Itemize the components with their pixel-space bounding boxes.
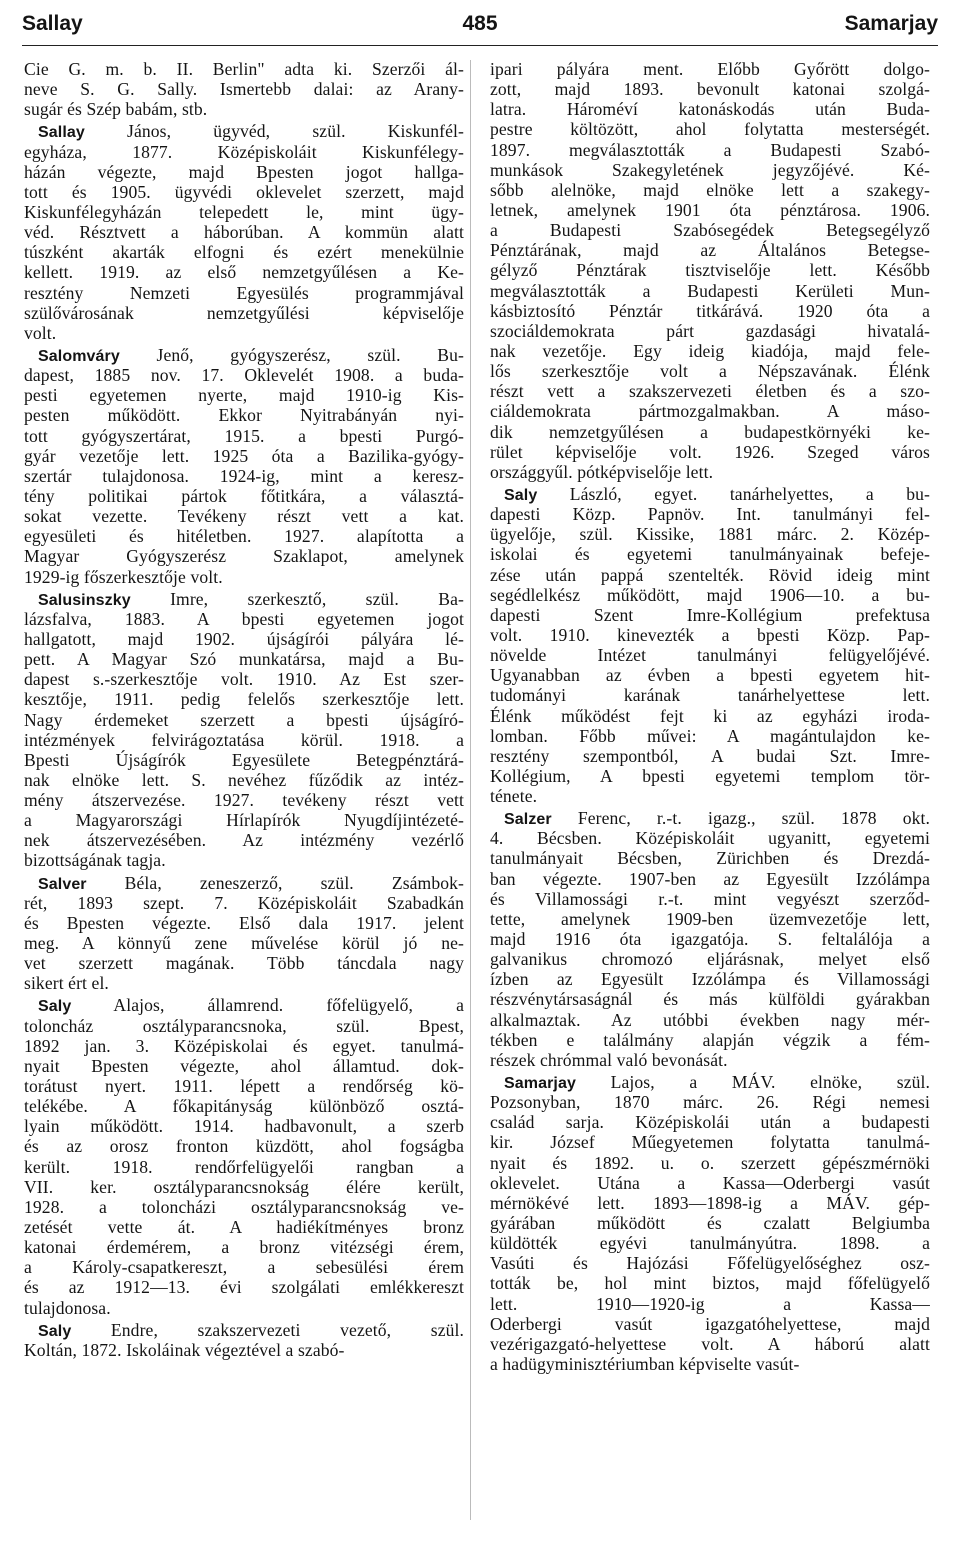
text-line: és Villamossági r.-t. mint vegyészt szerződ- <box>490 888 930 909</box>
text-line: torátust nyert. 1911. lépett a rendőrség kö- <box>24 1076 464 1097</box>
text-line: 1892 jan. 3. Középiskolai és egyet. tanulmá- <box>24 1035 464 1056</box>
text-line: intézmények felvirágoztatása körül. 1918. a <box>24 729 464 750</box>
text-line: dapesti Közp. Papnöv. Int. tanulmányi fel- <box>490 504 930 525</box>
text-line: galvanikus chromozó eljárásnak, melyet első <box>490 949 930 970</box>
text-line: Koltán, 1872. Iskoláinak végeztével a szabó- <box>24 1339 345 1360</box>
text-line: Pozsonyban, 1870 márc. 26. Régi nemesi <box>490 1092 930 1113</box>
text-line: alkalmaztak. Az utóbbi években nagy mér- <box>490 1009 930 1030</box>
text-line: Kiskunfélegyházán telepedett le, mint ügy- <box>24 201 464 222</box>
text-line: resztény Nemzeti Egyesülés programmjával <box>24 282 464 303</box>
text-line: zése után pappá szentelték. Rövid ideig mint <box>490 564 930 585</box>
text-line: és az 1912—13. évi szolgálati emlékkereszt <box>24 1277 464 1298</box>
entry <box>24 873 464 994</box>
text-line: nyait és 1892. u. o. szerzett gépészmérnöki <box>490 1152 930 1173</box>
text-line: munkások Szakegyletének jegyzőjévé. Ké- <box>490 159 930 180</box>
text-line: nek átszervezésében. Az intézmény vezérlő <box>24 830 464 851</box>
text-line: tották be, hol mint biztos, majd főfelügyelő <box>490 1273 930 1294</box>
text-line: resztény szempontból, A budai Szt. Imre- <box>490 745 930 766</box>
text-line: rület képviselője volt. 1926. Szeged város <box>490 441 930 462</box>
text-line: telékébe. A főkapitányság különböző osztá- <box>24 1096 464 1117</box>
text-line: küldötték egyévi tanulmányútra. 1898. a <box>490 1233 930 1254</box>
text-line: lázsfalva, 1883. A bpesti egyetemen jogot <box>24 608 464 629</box>
entry <box>490 484 930 806</box>
text-line: kesztője, 1911. pedig felelős szerkesztője lett. <box>24 689 464 710</box>
text-line: lett. 1910—1920-ig a Kassa— <box>490 1293 930 1314</box>
text-line: rét, 1893 szept. 7. Középiskoláit Szabadkán <box>24 892 464 913</box>
text-line: volt. 1910. kinevezték a bpesti Közp. Pap- <box>490 624 930 645</box>
text-line: zott, majd 1893. bevonult katonai szolgá- <box>490 79 930 100</box>
text-line: Kollégium, A bpesti egyetemi templom tör- <box>490 765 930 786</box>
text-line: túszként akarták elfogni és ezért menekülnie <box>24 242 464 263</box>
text-line: letnek, amelynek 1901 óta pénztárosa. 1906. <box>490 199 930 220</box>
text-line: növelde Intézet tanulmányi felügyelőjévé. <box>490 645 930 666</box>
text-line: oklevelet. Utána a Kassa—Oderbergi vasút <box>490 1172 930 1193</box>
text-line: Saly Alajos, államrend. főfelügyelő, a <box>38 995 464 1016</box>
text-line: országgyűl. pótképviselője lett. <box>490 461 714 482</box>
text-line: Salusinszky Imre, szerkesztő, szül. Ba- <box>38 588 464 609</box>
entry <box>24 1320 464 1360</box>
text-line: vezérigazgató-helyettese volt. A háború alatt <box>490 1333 930 1354</box>
text-line: tott gyógyszertárat, 1915. a bpesti Purgó- <box>24 425 464 446</box>
header-right-keyword: Samarjay <box>844 12 938 35</box>
text-line: szülővárosának nemzetgyűlési képviselője <box>24 302 464 323</box>
column-divider <box>470 60 471 1520</box>
text-line: a Károly-csapatkereszt, a sebesülési érem <box>24 1257 464 1278</box>
entry <box>24 995 464 1317</box>
text-line: dapest, 1885 nov. 17. Oklevelét 1908. a buda- <box>24 365 464 386</box>
text-line: volt. <box>24 322 57 343</box>
text-line: és az orosz fronton küzdött, ahol fogságba <box>24 1136 464 1157</box>
text-line: Pénztárának, majd az Általános Betegse- <box>490 240 930 261</box>
text-line: a hadügyminisztériumban képviselte vasút- <box>490 1354 800 1374</box>
text-line: segédlelkész működött, majd 1906—10. a bu- <box>490 584 930 605</box>
text-line: ügyelője, szül. Kissike, 1881 márc. 2. Közép- <box>490 524 930 545</box>
header-left-keyword: Sallay <box>22 12 83 35</box>
text-line: ban végezte. 1907-ben az Egyesült Izzólámpa <box>490 868 930 889</box>
entry-name: Samarjay <box>504 1075 576 1093</box>
text-line: kellett. 1919. az első nemzetgyűlésen a Ke- <box>24 262 464 283</box>
text-line: mény átszervezése. 1927. tevékeny részt vett <box>24 790 464 811</box>
text-line: gélyző Pénztárak tisztviselője lett. Később <box>490 260 930 281</box>
entry-name: Saly <box>38 998 72 1016</box>
text-line: lomban. Főbb művei: A magántulajdon ke- <box>490 725 930 746</box>
text-line: Vasúti és Hajózási Főfelügyelőséghez osz- <box>490 1253 930 1274</box>
text-line: dapest s.-szerkesztője volt. 1910. Az Est szer- <box>24 669 464 690</box>
text-line: gyárában működött és czalatt Belgiumba <box>490 1213 930 1234</box>
text-line: nak elnöke lett. S. nevéhez fűződik az intéz- <box>24 769 464 790</box>
text-line: 1928. a toloncházi osztályparancsnokság ve- <box>24 1196 464 1217</box>
text-line: Salzer Ferenc, r.-t. igazg., szül. 1878 okt. <box>504 808 930 829</box>
text-line: neve S. G. Sally. Ismertebb dalai: az Arany- <box>24 79 464 100</box>
text-line: szociáldemokrata párt gazdasági hivatalá- <box>490 320 930 341</box>
text-line: gyár vezetője lett. 1925 óta a Bazilika-gyógy- <box>24 445 464 466</box>
text-line: tékben e találmány alapján végzik a fém- <box>490 1029 930 1050</box>
text-line: pesten működött. Ekkor Nyitrabányán nyi- <box>24 405 464 426</box>
text-line: tott és 1905. ügyvédi oklevelet szerzett, majd <box>24 181 464 202</box>
text-line: megválasztották a Budapesti Kerületi Mun- <box>490 280 930 301</box>
text-line: házán végezte, majd Bpesten jogot hallga- <box>24 161 464 182</box>
text-line: katonai érdemérem, a bronz vitézségi érem, <box>24 1237 464 1258</box>
text-line: részek chrómmal való bevonását. <box>490 1049 728 1070</box>
text-line: ténete. <box>490 786 538 807</box>
left-column <box>24 57 464 1360</box>
text-line: Nagy érdemeket szerzett a bpesti újságíró- <box>24 709 464 730</box>
text-line: Sallay János, ügyvéd, szül. Kiskunfél- <box>38 121 464 142</box>
text-line: sokat vezette. Tevékeny részt vett a kat. <box>24 506 464 527</box>
text-line: Élénk működést fejt ki az egyházi iroda- <box>490 705 930 726</box>
text-line: Saly Endre, szakszervezeti vezető, szül. <box>38 1319 464 1340</box>
entry-name: Saly <box>38 1322 72 1340</box>
text-line: a Budapesti Szabósegédek Betegsegélyző <box>490 220 930 241</box>
text-line: szertár tulajdonosa. 1924-ig, mint a keresz- <box>24 465 464 486</box>
entry-name: Salomváry <box>38 347 120 365</box>
text-line: tette, amelynek 1909-ben üzemvezetője lett, <box>490 908 930 929</box>
header-rule <box>22 45 938 46</box>
entry <box>24 121 464 343</box>
text-line: Cie G. m. b. II. Berlin" adta ki. Szerzői ál- <box>24 59 464 79</box>
entry <box>490 59 930 482</box>
text-line: mérnökévé lett. 1893—1898-ig a MÁV. gép- <box>490 1192 930 1213</box>
text-line: lyain működött. 1914. hadbavonult, a szerb <box>24 1116 464 1137</box>
text-line: VII. ker. osztályparancsnokság élére került, <box>24 1176 464 1197</box>
entry-name: Saly <box>504 486 538 504</box>
text-line: latra. Hároméví katonáskodás után Buda- <box>490 99 930 120</box>
text-line: Saly László, egyet. tanárhelyettes, a bu- <box>504 483 930 504</box>
text-line: pesti egyetemen nyerte, majd 1910-ig Kis- <box>24 385 464 406</box>
text-line: és Bpesten végezte. Első dala 1917. jelent <box>24 912 464 933</box>
text-line: került. 1918. rendőrfelügyelői rangban a <box>24 1156 464 1177</box>
text-line: pestre költözött, ahol folytatta mesterségét. <box>490 119 930 140</box>
text-line: részvénytársaságnál és más külföldi gyárakban <box>490 989 930 1010</box>
entry-name: Salzer <box>504 811 552 829</box>
text-line: 1929-ig főszerkesztője volt. <box>24 566 223 587</box>
entry <box>24 59 464 119</box>
text-line: nyait Bpesten végezte, ahol államtud. dok- <box>24 1055 464 1076</box>
text-line: ízben az Egyesült Izzólámpa és Villamossági <box>490 969 930 990</box>
text-line: Salver Béla, zeneszerző, szül. Zsámbok- <box>38 872 464 893</box>
text-line: sőbb alelnöke, majd elnöke lett a szakegy- <box>490 179 930 200</box>
text-line: zetését vette át. A hadiékítményes bronz <box>24 1217 464 1238</box>
page-number: 485 <box>462 12 498 35</box>
entry <box>490 1072 930 1374</box>
text-line: Ugyanabban az évben a bpesti egyetem hit- <box>490 665 930 686</box>
text-line: részt vett a szakszervezeti életben és a szo- <box>490 381 930 402</box>
text-line: Samarjay Lajos, a MÁV. elnöke, szül. <box>504 1072 930 1093</box>
text-line: 1897. megválasztották a Budapesti Szabó- <box>490 139 930 160</box>
text-line: ciáldemokrata pártmozgalmakban. A máso- <box>490 401 930 422</box>
text-line: kásbiztosító Pénztár titkárává. 1920 óta a <box>490 300 930 321</box>
text-line: sikert ért el. <box>24 973 109 994</box>
text-line: tudományi karának tanárhelyettese lett. <box>490 685 930 706</box>
text-line: véd. Résztvett a háborúban. A kommün alatt <box>24 222 464 243</box>
text-line: ipari pályára ment. Előbb Győrött dolgo- <box>490 59 930 79</box>
text-line: hallgatott, majd 1902. újságírói pályára lé- <box>24 628 464 649</box>
text-line: majd 1916 óta igazgatója. S. feltalálója a <box>490 929 930 950</box>
text-line: Oderbergi vasút igazgatóhelyettese, majd <box>490 1313 930 1334</box>
text-line: dapesti Szent Imre-Kollégium prefektusa <box>490 604 930 625</box>
text-line: pett. A Magyar Szó munkatársa, majd a Bu- <box>24 649 464 670</box>
entry-name: Salver <box>38 875 87 893</box>
entry <box>490 808 930 1070</box>
right-column <box>490 57 930 1374</box>
text-line: toloncház osztályparancsnoka, szül. Bpest, <box>24 1015 464 1036</box>
text-line: iskolai és egyetemi tanulmányainak befeje- <box>490 544 930 565</box>
entry <box>24 589 464 871</box>
text-line: sugár és Szép babám, stb. <box>24 99 208 120</box>
text-line: a Magyarországi Hírlapírók Nyugdíjintézeté- <box>24 810 464 831</box>
text-line: tulajdonosa. <box>24 1297 111 1318</box>
text-line: tanulmányait Bécsben, Zürichben és Drezdá- <box>490 848 930 869</box>
text-line: egyesületi és hitéletben. 1927. alapította a <box>24 526 464 547</box>
text-line: kir. József Műegyetemen folytatta tanulmá- <box>490 1132 930 1153</box>
entry-name: Sallay <box>38 124 85 142</box>
text-line: Magyar Gyógyszerész Szaklapot, amelynek <box>24 546 464 567</box>
text-line: vet szerzett magának. Több táncdala nagy <box>24 953 464 974</box>
text-line: egyháza, 1877. Középiskoláit Kiskunfélegy- <box>24 141 464 162</box>
entry-name: Salusinszky <box>38 591 131 609</box>
text-line: család sarja. Középiskolái után a budapesti <box>490 1112 930 1133</box>
entry <box>24 345 464 587</box>
text-line: tény politikai pártok főtitkára, a választá- <box>24 485 464 506</box>
page-header <box>22 12 938 46</box>
text-line: 4. Bécsben. Középiskoláit ugyanitt, egyetemi <box>490 828 930 849</box>
text-line: dik nemzetgyűlésen a budapestkörnyéki ke- <box>490 421 930 442</box>
text-line: lős szerkesztője volt a Népszavának. Élénk <box>490 361 930 382</box>
text-line: nak vezetője. Egy ideig kiadója, majd fele- <box>490 340 930 361</box>
text-line: meg. A könnyű zene művelése körül jó ne- <box>24 933 464 954</box>
text-line: Salomváry Jenő, gyógyszerész, szül. Bu- <box>38 344 464 365</box>
text-line: bizottságának tagja. <box>24 850 166 871</box>
text-line: Bpesti Újságírók Egyesülete Betegpénztárá- <box>24 749 464 770</box>
